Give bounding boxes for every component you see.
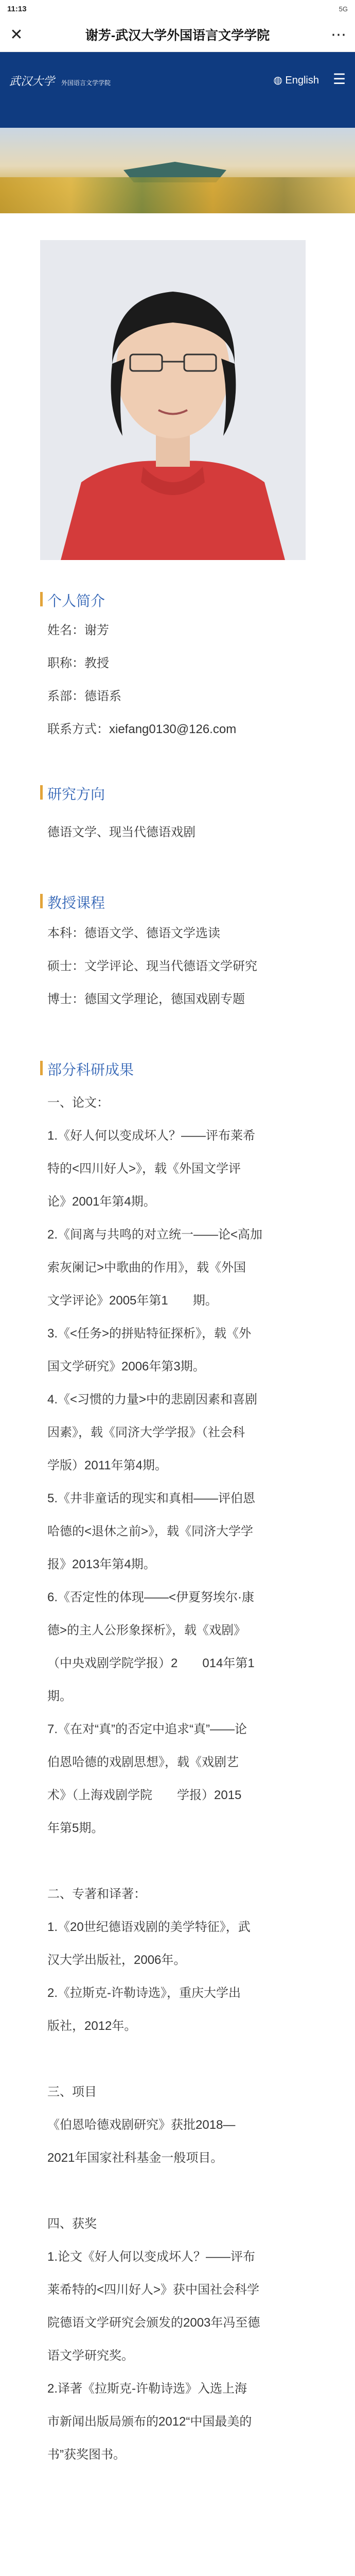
- book-item: 1.《20世纪德语戏剧的美学特征》，武: [47, 1920, 251, 1934]
- language-label: English: [285, 75, 319, 86]
- profile-name: 姓名：谢芳: [47, 623, 109, 637]
- course-undergrad: 本科：德语文学、德语文学选读: [47, 926, 220, 940]
- paper-item: 德>的主人公形象探析》，载《戏剧》: [47, 1623, 246, 1637]
- paper-item: 国文学研究》2006年第3期。: [47, 1360, 205, 1374]
- title-accent-bar: [40, 1061, 43, 1075]
- menu-icon[interactable]: ☰: [332, 71, 346, 87]
- paper-item: 因素》，载《同济大学学报》（社会科: [47, 1426, 245, 1439]
- title-accent-bar: [40, 894, 43, 908]
- status-signal: 5G: [339, 5, 348, 13]
- paper-item: 3.《<任务>的拼贴特征探析》，载《外: [47, 1327, 252, 1341]
- page-title: 谢芳-武汉大学外国语言文学学院: [85, 28, 270, 43]
- paper-item: 论》2001年第4期。: [47, 1195, 156, 1209]
- projects-heading: 三、项目: [47, 2085, 97, 2099]
- award-item: 语文学研究奖。: [47, 2349, 134, 2363]
- books-heading: 二、专著和译著：: [47, 1887, 146, 1901]
- section-research-title: 研究方向: [47, 783, 105, 804]
- paper-item: 索灰阑记>中歌曲的作用》，载《外国: [47, 1261, 246, 1275]
- profile-dept: 系部：德语系: [47, 689, 121, 703]
- paper-item: 报》2013年第4期。: [47, 1557, 156, 1571]
- paper-item: 6.《否定性的体现——<伊夏努埃尔·康: [47, 1590, 255, 1604]
- paper-item: 期。: [47, 1689, 72, 1703]
- profile-email[interactable]: 联系方式：xiefang0130@126.com: [47, 722, 237, 736]
- research-text: 德语文学、现当代德语戏剧: [47, 825, 196, 839]
- language-switch[interactable]: [273, 74, 319, 87]
- close-icon[interactable]: ✕: [10, 26, 23, 43]
- course-phd: 博士：德国文学理论，德国戏剧专题: [47, 992, 245, 1006]
- project-item: 《伯恩哈德戏剧研究》获批2018—: [47, 2118, 236, 2132]
- paper-item: 7.《在对“真”的否定中追求“真”——论: [47, 1722, 247, 1736]
- project-item: 2021年国家社科基金一般项目。: [47, 2151, 223, 2165]
- paper-item: 1.《好人何以变成坏人？——评布莱希: [47, 1129, 256, 1143]
- paper-item: 哈德的<退休之前>》，载《同济大学学: [47, 1524, 254, 1538]
- section-profile-title: 个人简介: [47, 590, 105, 611]
- status-bar: [0, 0, 355, 18]
- award-item: 市新闻出版局颁布的2012“中国最美的: [47, 2415, 252, 2429]
- paper-item: 特的<四川好人>》，载《外国文学评: [47, 1162, 241, 1176]
- logo-main: 武汉大学: [9, 75, 55, 88]
- paper-item: 4.《<习惯的力量>中的悲剧因素和喜剧: [47, 1393, 258, 1406]
- book-item: 2.《拉斯克-许勒诗选》，重庆大学出: [47, 1986, 241, 2000]
- title-accent-bar: [40, 785, 43, 800]
- title-accent-bar: [40, 592, 43, 606]
- paper-item: 学版）2011年第4期。: [47, 1459, 167, 1472]
- portrait-photo: [40, 240, 306, 560]
- site-header: [0, 52, 355, 128]
- logo-sub: 外国语言文学学院: [61, 79, 111, 87]
- campus-banner: [0, 128, 355, 213]
- globe-icon: ◍: [273, 75, 282, 86]
- app-bar: [0, 18, 355, 52]
- award-item: 2.译著《拉斯克-许勒诗选》入选上海: [47, 2382, 247, 2396]
- section-courses-title: 教授课程: [47, 892, 105, 912]
- site-logo[interactable]: [9, 73, 111, 89]
- more-icon[interactable]: ⋯: [331, 26, 346, 43]
- paper-item: 2.《间离与共鸣的对立统一——论<高加: [47, 1228, 263, 1242]
- paper-item: （中央戏剧学院学报）2 014年第1: [47, 1656, 255, 1670]
- award-item: 莱希特的<四川好人>》获中国社会科学: [47, 2283, 260, 2297]
- paper-item: 伯恩哈德的戏剧思想》，载《戏剧艺: [47, 1755, 239, 1769]
- award-item: 1.论文《好人何以变成坏人？——评布: [47, 2250, 256, 2264]
- course-master: 硕士：文学评论、现当代德语文学研究: [47, 959, 257, 973]
- award-item: 院德语文学研究会颁发的2003年冯至德: [47, 2316, 260, 2330]
- profile-rank: 职称：教授: [47, 656, 109, 670]
- paper-item: 年第5期。: [47, 1821, 104, 1835]
- book-item: 版社，2012年。: [47, 2019, 137, 2033]
- award-item: 书”获奖图书。: [47, 2448, 126, 2462]
- banner-trees: [0, 177, 355, 213]
- papers-heading: 一、论文：: [47, 1096, 109, 1110]
- paper-item: 术》（上海戏剧学院 学报）2015: [47, 1788, 242, 1802]
- status-time: 11:13: [7, 4, 27, 13]
- paper-item: 文学评论》2005年第1 期。: [47, 1294, 218, 1308]
- section-achievements-title: 部分科研成果: [47, 1059, 134, 1079]
- awards-heading: 四、获奖: [47, 2217, 97, 2231]
- book-item: 汉大学出版社，2006年。: [47, 1953, 186, 1967]
- paper-item: 5.《井非童话的现实和真相——评伯恩: [47, 1492, 256, 1505]
